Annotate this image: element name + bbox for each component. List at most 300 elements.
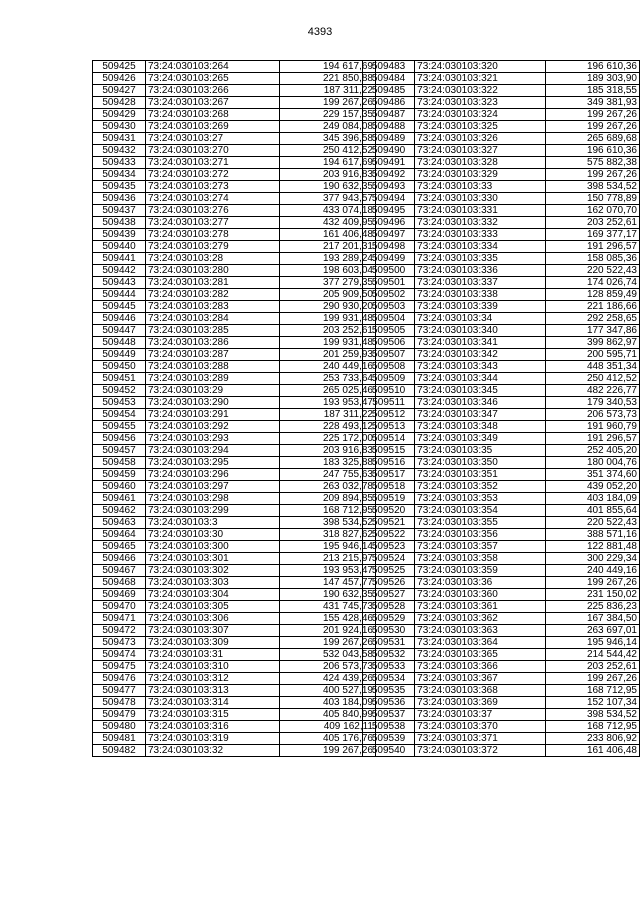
cadastral-number-cell: 73:24:030103:357	[415, 541, 546, 553]
row-number-cell: 509488	[363, 121, 415, 133]
table-row	[93, 277, 376, 289]
table-row	[363, 181, 640, 193]
row-number-cell: 509534	[363, 673, 415, 685]
table-row	[363, 109, 640, 121]
value-cell: 448 351,34	[546, 361, 640, 373]
table-row	[363, 745, 640, 757]
row-number-cell: 509516	[363, 457, 415, 469]
value-cell: 203 916,83	[280, 169, 376, 181]
table-row	[363, 169, 640, 181]
cadastral-number-cell: 73:24:030103:372	[415, 745, 546, 757]
cadastral-number-cell: 73:24:030103:335	[415, 253, 546, 265]
table-row	[93, 541, 376, 553]
page-number: 4393	[307, 26, 333, 38]
value-cell: 203 252,61	[546, 217, 640, 229]
cadastral-number-cell: 73:24:030103:366	[415, 661, 546, 673]
cadastral-number-cell: 73:24:030103:336	[415, 265, 546, 277]
table-row	[93, 205, 376, 217]
value-cell: 179 340,53	[546, 397, 640, 409]
row-number-cell: 509511	[363, 397, 415, 409]
value-cell: 128 859,49	[546, 289, 640, 301]
cadastral-number-cell: 73:24:030103:338	[415, 289, 546, 301]
row-number-cell: 509502	[363, 289, 415, 301]
cadastral-number-cell: 73:24:030103:30	[146, 529, 280, 541]
table-row	[93, 253, 376, 265]
value-cell: 377 943,57	[280, 193, 376, 205]
value-cell: 214 544,42	[546, 649, 640, 661]
cadastral-number-cell: 73:24:030103:359	[415, 565, 546, 577]
value-cell: 201 924,16	[280, 625, 376, 637]
table-row	[363, 61, 640, 73]
row-number-cell: 509445	[93, 301, 146, 313]
cadastral-number-cell: 73:24:030103:348	[415, 421, 546, 433]
row-number-cell: 509509	[363, 373, 415, 385]
value-cell: 199 931,48	[280, 313, 376, 325]
table-row	[363, 97, 640, 109]
table-row	[363, 481, 640, 493]
table-row	[93, 457, 376, 469]
row-number-cell: 509425	[93, 61, 146, 73]
cadastral-number-cell: 73:24:030103:344	[415, 373, 546, 385]
table-row	[93, 721, 376, 733]
row-number-cell: 509429	[93, 109, 146, 121]
row-number-cell: 509515	[363, 445, 415, 457]
row-number-cell: 509525	[363, 565, 415, 577]
cadastral-number-cell: 73:24:030103:37	[415, 709, 546, 721]
value-cell: 400 527,19	[280, 685, 376, 697]
value-cell: 199 267,26	[546, 121, 640, 133]
value-cell: 167 384,50	[546, 613, 640, 625]
value-cell: 405 840,99	[280, 709, 376, 721]
value-cell: 249 084,08	[280, 121, 376, 133]
cadastral-number-cell: 73:24:030103:319	[146, 733, 280, 745]
cadastral-number-cell: 73:24:030103:351	[415, 469, 546, 481]
value-cell: 231 150,02	[546, 589, 640, 601]
value-cell: 432 409,95	[280, 217, 376, 229]
cadastral-number-cell: 73:24:030103:362	[415, 613, 546, 625]
table-row	[363, 589, 640, 601]
value-cell: 399 862,97	[546, 337, 640, 349]
row-number-cell: 509443	[93, 277, 146, 289]
row-number-cell: 509529	[363, 613, 415, 625]
value-cell: 532 043,58	[280, 649, 376, 661]
row-number-cell: 509447	[93, 325, 146, 337]
value-cell: 190 632,35	[280, 181, 376, 193]
cadastral-number-cell: 73:24:030103:358	[415, 553, 546, 565]
value-cell: 193 953,47	[280, 565, 376, 577]
value-cell: 189 303,90	[546, 73, 640, 85]
table-row	[363, 373, 640, 385]
row-number-cell: 509531	[363, 637, 415, 649]
table-row	[93, 385, 376, 397]
cadastral-number-cell: 73:24:030103:310	[146, 661, 280, 673]
table-row	[93, 565, 376, 577]
cadastral-number-cell: 73:24:030103:286	[146, 337, 280, 349]
cadastral-number-cell: 73:24:030103:306	[146, 613, 280, 625]
cadastral-number-cell: 73:24:030103:333	[415, 229, 546, 241]
cadastral-number-cell: 73:24:030103:352	[415, 481, 546, 493]
table-row	[363, 457, 640, 469]
value-cell: 193 953,47	[280, 397, 376, 409]
value-cell: 209 894,85	[280, 493, 376, 505]
value-cell: 203 252,61	[280, 325, 376, 337]
row-number-cell: 509454	[93, 409, 146, 421]
table-row	[363, 301, 640, 313]
cadastral-number-cell: 73:24:030103:289	[146, 373, 280, 385]
row-number-cell: 509486	[363, 97, 415, 109]
row-number-cell: 509455	[93, 421, 146, 433]
cadastral-number-cell: 73:24:030103:329	[415, 169, 546, 181]
table-row	[363, 409, 640, 421]
table-row	[363, 325, 640, 337]
table-row	[363, 217, 640, 229]
row-number-cell: 509501	[363, 277, 415, 289]
cadastral-number-cell: 73:24:030103:36	[415, 577, 546, 589]
table-row	[93, 577, 376, 589]
value-cell: 424 439,26	[280, 673, 376, 685]
value-cell: 190 632,35	[280, 589, 376, 601]
value-cell: 217 201,31	[280, 241, 376, 253]
cadastral-number-cell: 73:24:030103:350	[415, 457, 546, 469]
value-cell: 195 946,14	[280, 541, 376, 553]
table-row	[93, 553, 376, 565]
table-row	[93, 433, 376, 445]
value-cell: 250 412,52	[280, 145, 376, 157]
value-cell: 203 252,61	[546, 661, 640, 673]
row-number-cell: 509510	[363, 385, 415, 397]
row-number-cell: 509437	[93, 205, 146, 217]
cadastral-number-cell: 73:24:030103:360	[415, 589, 546, 601]
row-number-cell: 509499	[363, 253, 415, 265]
table-row	[363, 433, 640, 445]
row-number-cell: 509483	[363, 61, 415, 73]
row-number-cell: 509432	[93, 145, 146, 157]
cadastral-number-cell: 73:24:030103:290	[146, 397, 280, 409]
table-row	[363, 385, 640, 397]
cadastral-number-cell: 73:24:030103:332	[415, 217, 546, 229]
table-row	[93, 445, 376, 457]
cadastral-number-cell: 73:24:030103:303	[146, 577, 280, 589]
cadastral-number-cell: 73:24:030103:363	[415, 625, 546, 637]
value-cell: 196 610,36	[546, 61, 640, 73]
value-cell: 180 004,76	[546, 457, 640, 469]
value-cell: 398 534,52	[280, 517, 376, 529]
table-row	[93, 169, 376, 181]
row-number-cell: 509471	[93, 613, 146, 625]
row-number-cell: 509497	[363, 229, 415, 241]
cadastral-number-cell: 73:24:030103:334	[415, 241, 546, 253]
cadastral-number-cell: 73:24:030103:277	[146, 217, 280, 229]
cadastral-number-cell: 73:24:030103:315	[146, 709, 280, 721]
value-cell: 191 960,79	[546, 421, 640, 433]
table-row	[93, 73, 376, 85]
table-row	[93, 361, 376, 373]
value-cell: 199 267,26	[280, 637, 376, 649]
cadastral-number-cell: 73:24:030103:270	[146, 145, 280, 157]
value-cell: 203 916,83	[280, 445, 376, 457]
table-row	[363, 193, 640, 205]
cadastral-number-cell: 73:24:030103:346	[415, 397, 546, 409]
row-number-cell: 509475	[93, 661, 146, 673]
row-number-cell: 509442	[93, 265, 146, 277]
value-cell: 292 258,65	[546, 313, 640, 325]
value-cell: 155 428,46	[280, 613, 376, 625]
value-cell: 206 573,73	[280, 661, 376, 673]
table-row	[363, 289, 640, 301]
value-cell: 225 836,23	[546, 601, 640, 613]
row-number-cell: 509473	[93, 637, 146, 649]
table-row	[93, 265, 376, 277]
right-table	[362, 60, 640, 757]
value-cell: 122 881,48	[546, 541, 640, 553]
table-row	[363, 229, 640, 241]
value-cell: 228 493,12	[280, 421, 376, 433]
row-number-cell: 509466	[93, 553, 146, 565]
row-number-cell: 509457	[93, 445, 146, 457]
value-cell: 351 374,60	[546, 469, 640, 481]
row-number-cell: 509431	[93, 133, 146, 145]
table-row	[93, 193, 376, 205]
cadastral-number-cell: 73:24:030103:35	[415, 445, 546, 457]
value-cell: 199 267,26	[546, 673, 640, 685]
row-number-cell: 509522	[363, 529, 415, 541]
table-row	[93, 469, 376, 481]
cadastral-number-cell: 73:24:030103:312	[146, 673, 280, 685]
table-row	[363, 553, 640, 565]
row-number-cell: 509434	[93, 169, 146, 181]
cadastral-number-cell: 73:24:030103:327	[415, 145, 546, 157]
cadastral-number-cell: 73:24:030103:345	[415, 385, 546, 397]
value-cell: 388 571,16	[546, 529, 640, 541]
table-row	[93, 517, 376, 529]
value-cell: 439 052,20	[546, 481, 640, 493]
row-number-cell: 509506	[363, 337, 415, 349]
value-cell: 221 850,88	[280, 73, 376, 85]
cadastral-number-cell: 73:24:030103:301	[146, 553, 280, 565]
table-row	[363, 253, 640, 265]
table-row	[363, 73, 640, 85]
cadastral-number-cell: 73:24:030103:282	[146, 289, 280, 301]
row-number-cell: 509518	[363, 481, 415, 493]
row-number-cell: 509491	[363, 157, 415, 169]
value-cell: 409 162,11	[280, 721, 376, 733]
table-row	[363, 349, 640, 361]
table-row	[363, 85, 640, 97]
table-row	[363, 361, 640, 373]
cadastral-number-cell: 73:24:030103:283	[146, 301, 280, 313]
row-number-cell: 509472	[93, 625, 146, 637]
value-cell: 169 377,17	[546, 229, 640, 241]
row-number-cell: 509463	[93, 517, 146, 529]
value-cell: 252 405,20	[546, 445, 640, 457]
row-number-cell: 509451	[93, 373, 146, 385]
row-number-cell: 509460	[93, 481, 146, 493]
value-cell: 213 215,97	[280, 553, 376, 565]
cadastral-number-cell: 73:24:030103:296	[146, 469, 280, 481]
table-row	[93, 217, 376, 229]
row-number-cell: 509482	[93, 745, 146, 757]
cadastral-number-cell: 73:24:030103:32	[146, 745, 280, 757]
table-row	[363, 685, 640, 697]
value-cell: 195 946,14	[546, 637, 640, 649]
table-row	[363, 157, 640, 169]
row-number-cell: 509470	[93, 601, 146, 613]
value-cell: 199 931,48	[280, 337, 376, 349]
cadastral-number-cell: 73:24:030103:339	[415, 301, 546, 313]
cadastral-number-cell: 73:24:030103:293	[146, 433, 280, 445]
value-cell: 401 855,64	[546, 505, 640, 517]
table-row	[93, 685, 376, 697]
value-cell: 253 733,64	[280, 373, 376, 385]
row-number-cell: 509528	[363, 601, 415, 613]
value-cell: 240 449,16	[280, 361, 376, 373]
row-number-cell: 509494	[363, 193, 415, 205]
cadastral-number-cell: 73:24:030103:371	[415, 733, 546, 745]
value-cell: 150 778,89	[546, 193, 640, 205]
cadastral-number-cell: 73:24:030103:278	[146, 229, 280, 241]
row-number-cell: 509465	[93, 541, 146, 553]
value-cell: 206 573,73	[546, 409, 640, 421]
cadastral-number-cell: 73:24:030103:324	[415, 109, 546, 121]
row-number-cell: 509438	[93, 217, 146, 229]
row-number-cell: 509514	[363, 433, 415, 445]
cadastral-number-cell: 73:24:030103:27	[146, 133, 280, 145]
table-row	[93, 373, 376, 385]
cadastral-number-cell: 73:24:030103:269	[146, 121, 280, 133]
value-cell: 431 745,73	[280, 601, 376, 613]
table-row	[93, 313, 376, 325]
cadastral-number-cell: 73:24:030103:304	[146, 589, 280, 601]
row-number-cell: 509452	[93, 385, 146, 397]
table-row	[93, 625, 376, 637]
row-number-cell: 509517	[363, 469, 415, 481]
row-number-cell: 509537	[363, 709, 415, 721]
row-number-cell: 509503	[363, 301, 415, 313]
table-row	[93, 409, 376, 421]
value-cell: 318 827,62	[280, 529, 376, 541]
value-cell: 147 457,77	[280, 577, 376, 589]
cadastral-number-cell: 73:24:030103:264	[146, 61, 280, 73]
value-cell: 377 279,35	[280, 277, 376, 289]
cadastral-number-cell: 73:24:030103:341	[415, 337, 546, 349]
cadastral-number-cell: 73:24:030103:322	[415, 85, 546, 97]
table-row	[93, 289, 376, 301]
row-number-cell: 509495	[363, 205, 415, 217]
row-number-cell: 509468	[93, 577, 146, 589]
row-number-cell: 509535	[363, 685, 415, 697]
cadastral-number-cell: 73:24:030103:28	[146, 253, 280, 265]
cadastral-number-cell: 73:24:030103:340	[415, 325, 546, 337]
table-row	[363, 205, 640, 217]
cadastral-number-cell: 73:24:030103:321	[415, 73, 546, 85]
row-number-cell: 509492	[363, 169, 415, 181]
value-cell: 398 534,52	[546, 709, 640, 721]
cadastral-number-cell: 73:24:030103:331	[415, 205, 546, 217]
cadastral-number-cell: 73:24:030103:273	[146, 181, 280, 193]
row-number-cell: 509524	[363, 553, 415, 565]
value-cell: 161 406,48	[546, 745, 640, 757]
value-cell: 185 318,55	[546, 85, 640, 97]
value-cell: 345 396,58	[280, 133, 376, 145]
cadastral-number-cell: 73:24:030103:281	[146, 277, 280, 289]
value-cell: 250 412,52	[546, 373, 640, 385]
table-row	[363, 673, 640, 685]
value-cell: 575 882,38	[546, 157, 640, 169]
row-number-cell: 509440	[93, 241, 146, 253]
value-cell: 290 930,20	[280, 301, 376, 313]
row-number-cell: 509435	[93, 181, 146, 193]
table-row	[93, 529, 376, 541]
value-cell: 194 617,69	[280, 157, 376, 169]
table-row	[363, 577, 640, 589]
table-row	[93, 697, 376, 709]
table-row	[363, 625, 640, 637]
row-number-cell: 509508	[363, 361, 415, 373]
row-number-cell: 509540	[363, 745, 415, 757]
row-number-cell: 509500	[363, 265, 415, 277]
row-number-cell: 509538	[363, 721, 415, 733]
value-cell: 183 325,88	[280, 457, 376, 469]
row-number-cell: 509523	[363, 541, 415, 553]
cadastral-number-cell: 73:24:030103:279	[146, 241, 280, 253]
cadastral-number-cell: 73:24:030103:337	[415, 277, 546, 289]
row-number-cell: 509462	[93, 505, 146, 517]
cadastral-number-cell: 73:24:030103:328	[415, 157, 546, 169]
cadastral-number-cell: 73:24:030103:272	[146, 169, 280, 181]
table-row	[363, 397, 640, 409]
cadastral-number-cell: 73:24:030103:314	[146, 697, 280, 709]
table-row	[93, 301, 376, 313]
cadastral-number-cell: 73:24:030103:326	[415, 133, 546, 145]
cadastral-number-cell: 73:24:030103:349	[415, 433, 546, 445]
table-row	[363, 145, 640, 157]
cadastral-number-cell: 73:24:030103:274	[146, 193, 280, 205]
value-cell: 233 806,92	[546, 733, 640, 745]
row-number-cell: 509481	[93, 733, 146, 745]
cadastral-number-cell: 73:24:030103:267	[146, 97, 280, 109]
row-number-cell: 509458	[93, 457, 146, 469]
table-row	[93, 121, 376, 133]
value-cell: 403 184,09	[546, 493, 640, 505]
right-table-body	[363, 61, 640, 757]
value-cell: 191 296,57	[546, 433, 640, 445]
table-row	[363, 493, 640, 505]
cadastral-number-cell: 73:24:030103:268	[146, 109, 280, 121]
cadastral-number-cell: 73:24:030103:276	[146, 205, 280, 217]
cadastral-number-cell: 73:24:030103:288	[146, 361, 280, 373]
cadastral-number-cell: 73:24:030103:330	[415, 193, 546, 205]
table-row	[93, 349, 376, 361]
row-number-cell: 509512	[363, 409, 415, 421]
row-number-cell: 509430	[93, 121, 146, 133]
row-number-cell: 509485	[363, 85, 415, 97]
value-cell: 196 610,36	[546, 145, 640, 157]
cadastral-number-cell: 73:24:030103:33	[415, 181, 546, 193]
table-row	[93, 481, 376, 493]
value-cell: 265 025,46	[280, 385, 376, 397]
row-number-cell: 509539	[363, 733, 415, 745]
cadastral-number-cell: 73:24:030103:299	[146, 505, 280, 517]
table-row	[93, 229, 376, 241]
cadastral-number-cell: 73:24:030103:284	[146, 313, 280, 325]
table-row	[363, 469, 640, 481]
row-number-cell: 509513	[363, 421, 415, 433]
row-number-cell: 509527	[363, 589, 415, 601]
cadastral-number-cell: 73:24:030103:300	[146, 541, 280, 553]
table-row	[93, 397, 376, 409]
cadastral-number-cell: 73:24:030103:320	[415, 61, 546, 73]
cadastral-number-cell: 73:24:030103:298	[146, 493, 280, 505]
